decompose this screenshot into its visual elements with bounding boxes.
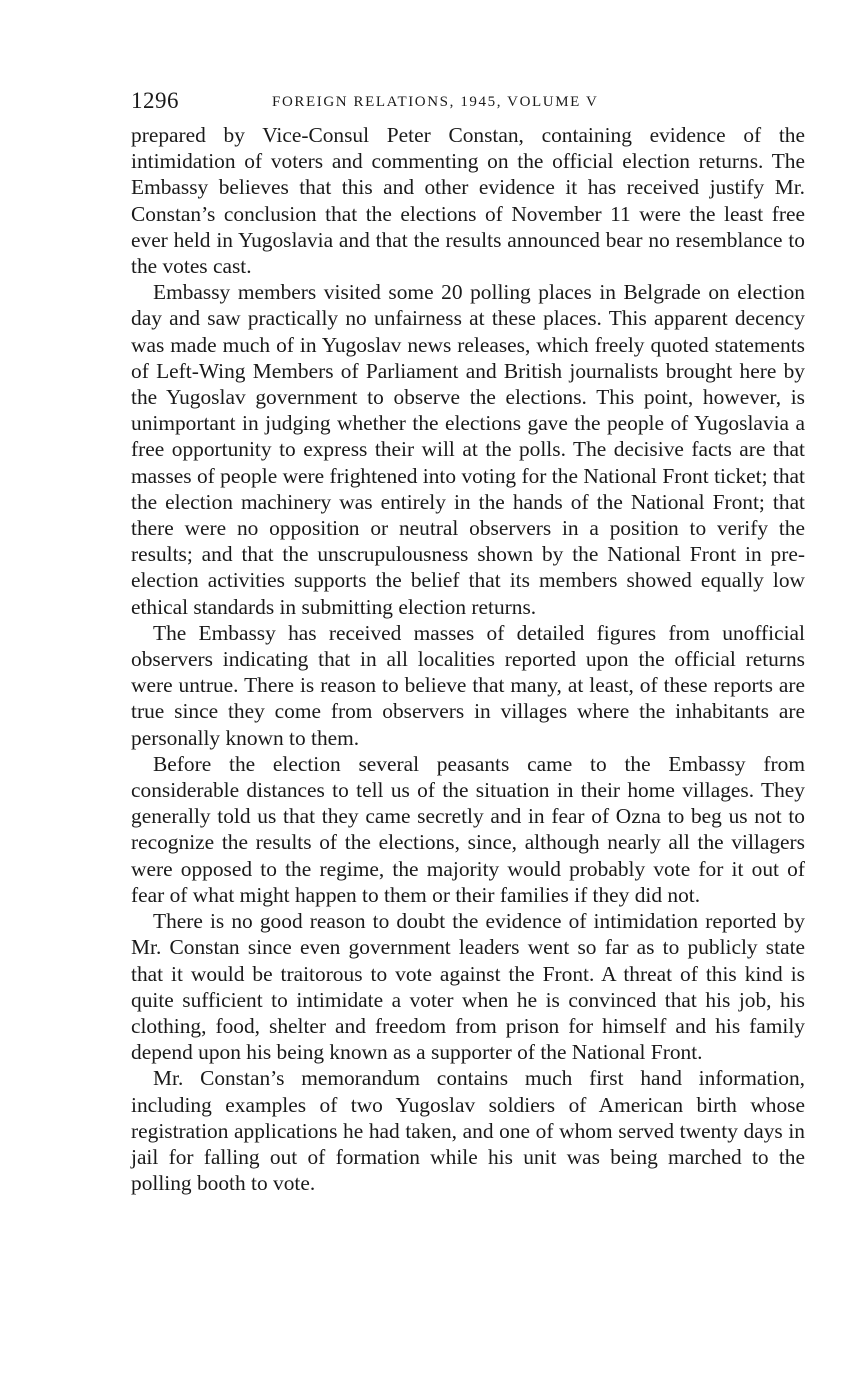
paragraph-memorandum: Mr. Constan’s memorandum contains much first hand information, including examples of two Yugoslav soldiers of American birth whose registration applications he had taken, and one of whom served twenty days in jail for falling out of formation while his unit was being marched to the polling booth to vote. xyxy=(131,1066,805,1196)
paragraph-intimidation: There is no good reason to doubt the evidence of intimidation reported by Mr. Constan since even government leaders went so far as to publicly state that it would be traitorous to vote against the Front. A threat of this kind is quite sufficient to intimidate a voter when he is convinced that his job, his clothing, food, shelter and freedom from prison for himself and his family depend upon his being known as a supporter of the National Front. xyxy=(131,909,805,1065)
page-number: 1296 xyxy=(131,88,179,113)
paragraph-polling-places: Embassy members visited some 20 polling places in Belgrade on election day and saw practically no unfairness at these places. This apparent decency was made much of in Yugoslav news releases, which freely quoted statements of Left-Wing Members of Parliament and British journalists brought here by the Yugoslav government to observe the elections. This point, however, is unimportant in judging whether the elections gave the people of Yugoslavia a free opportunity to express their will at the polls. The decisive facts are that masses of people were frightened into voting for the National Front ticket; that the election machinery was entirely in the hands of the National Front; that there were no opposition or neutral observers in a position to verify the results; and that the unscrupulousness shown by the National Front in pre-election activities supports the belief that its members showed equally low ethical standards in submitting election returns. xyxy=(131,280,805,619)
paragraph-continued: prepared by Vice-Consul Peter Constan, containing evidence of the intimidation of voters and commenting on the official election returns. The Embassy believes that this and other evidence it has received justify Mr. Constan’s conclusion that the elections of November 11 were the least free ever held in Yugoslavia and that the results announced bear no resemblance to the votes cast. xyxy=(131,123,805,279)
running-title: FOREIGN RELATIONS, 1945, VOLUME V xyxy=(272,94,599,110)
paragraph-peasants: Before the election several peasants came to the Embassy from considerable distances to tell us of the situation in their home villages. They generally told us that they came secretly and in fear of Ozna to beg us not to recognize the results of the elections, since, although nearly all the villagers were opposed to the regime, the majority would probably vote for it out of fear of what might happen to them or their families if they did not. xyxy=(131,751,805,907)
document-page xyxy=(131,88,805,1196)
body-text xyxy=(131,122,805,1196)
paragraph-unofficial-observers: The Embassy has received masses of detailed figures from unofficial observers indicating that in all localities reported upon the official returns were untrue. There is reason to believe that many, at least, of these reports are true since they come from observers in villages where the inhabitants are personally known to them. xyxy=(131,620,805,750)
running-header xyxy=(131,88,805,122)
